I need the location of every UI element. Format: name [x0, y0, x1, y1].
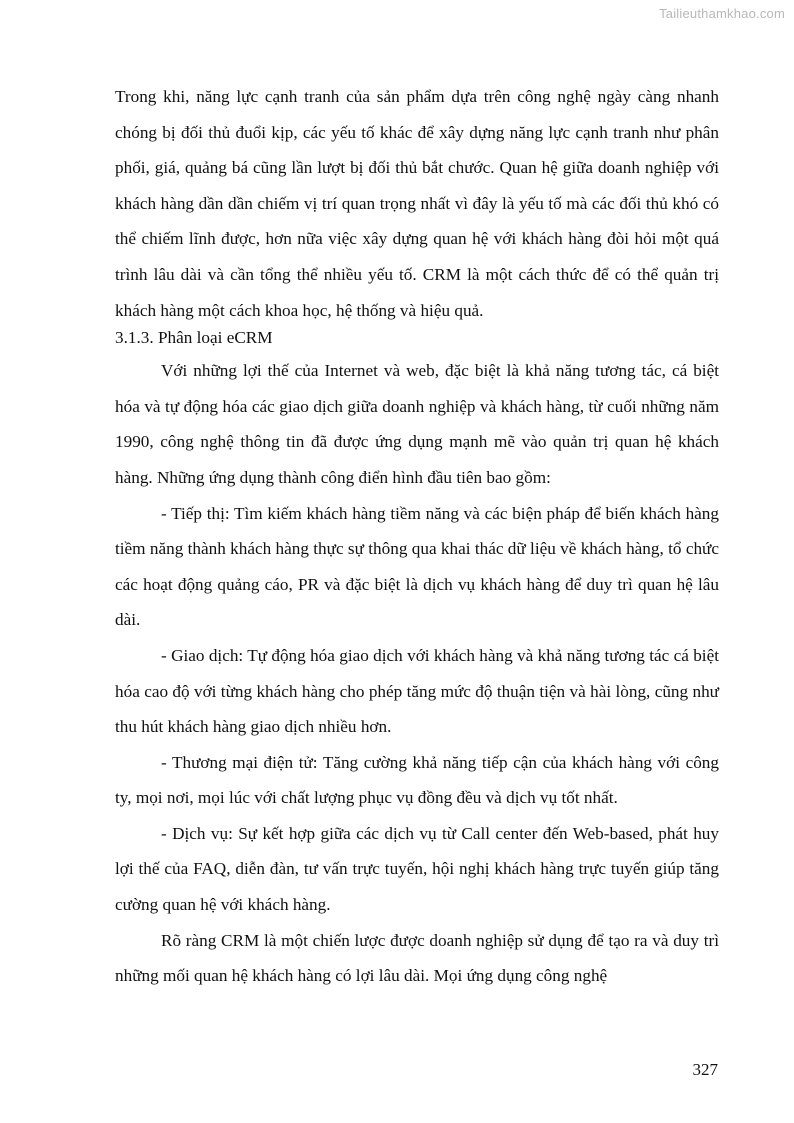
section-heading: 3.1.3. Phân loại eCRM	[115, 328, 273, 348]
paragraph-conclusion: Rõ ràng CRM là một chiến lược được doanh nghiệp sử dụng để tạo ra và duy trì những mối quan hệ khách hàng có lợi lâu dài. Mọi ứng dụng công nghệ	[115, 930, 719, 986]
list-item-transaction: - Giao dịch: Tự động hóa giao dịch với khách hàng và khả năng tương tác cá biệt hóa cao độ với từng khách hàng cho phép tăng mức độ thuận tiện và hài lòng, cũng như thu hút khách hàng giao dịch nhiều hơn.	[115, 645, 719, 737]
page-number: 327	[692, 1060, 718, 1079]
list-item-service: - Dịch vụ: Sự kết hợp giữa các dịch vụ từ Call center đến Web-based, phát huy lợi thế của FAQ, diễn đàn, tư vấn trực tuyến, hội nghị khách hàng trực tuyến giúp tăng cường quan hệ với khách hàng.	[115, 823, 719, 915]
paragraph-overview: Với những lợi thế của Internet và web, đặc biệt là khả năng tương tác, cá biệt hóa và tự động hóa các giao dịch giữa doanh nghiệp và khách hàng, từ cuối những năm 1990, công nghệ thông tin đã được ứng dụng mạnh mẽ vào quản trị quan hệ khách hàng. Những ứng dụng thành công điển hình đầu tiên bao gồm:	[115, 361, 719, 487]
page-content	[115, 79, 719, 994]
paragraph-intro: Trong khi, năng lực cạnh tranh của sản phẩm dựa trên công nghệ ngày càng nhanh chóng bị đối thủ đuổi kịp, các yếu tố khác để xây dựng năng lực cạnh tranh như phân phối, giá, quảng bá cũng lần lượt bị đối thủ bắt chước. Quan hệ giữa doanh nghiệp với khách hàng dần dần chiếm vị trí quan trọng nhất vì đây là yếu tố mà các đối thủ khó có thể chiếm lĩnh được, hơn nữa việc xây dựng quan hệ với khách hàng đòi hỏi một quá trình lâu dài và cần tổng thể nhiều yếu tố. CRM là một cách thức để có thể quản trị khách hàng một cách khoa học, hệ thống và hiệu quả.	[115, 87, 719, 320]
list-item-ecommerce: - Thương mại điện tử: Tăng cường khả năng tiếp cận của khách hàng với công ty, mọi nơi, mọi lúc với chất lượng phục vụ đồng đều và dịch vụ tốt nhất.	[115, 752, 719, 808]
watermark-text: Tailieuthamkhao.com	[659, 6, 785, 21]
list-item-marketing: - Tiếp thị: Tìm kiếm khách hàng tiềm năng và các biện pháp để biến khách hàng tiềm năng thành khách hàng thực sự thông qua khai thác dữ liệu về khách hàng, tổ chức các hoạt động quảng cáo, PR và đặc biệt là dịch vụ khách hàng để duy trì quan hệ lâu dài.	[115, 503, 719, 630]
